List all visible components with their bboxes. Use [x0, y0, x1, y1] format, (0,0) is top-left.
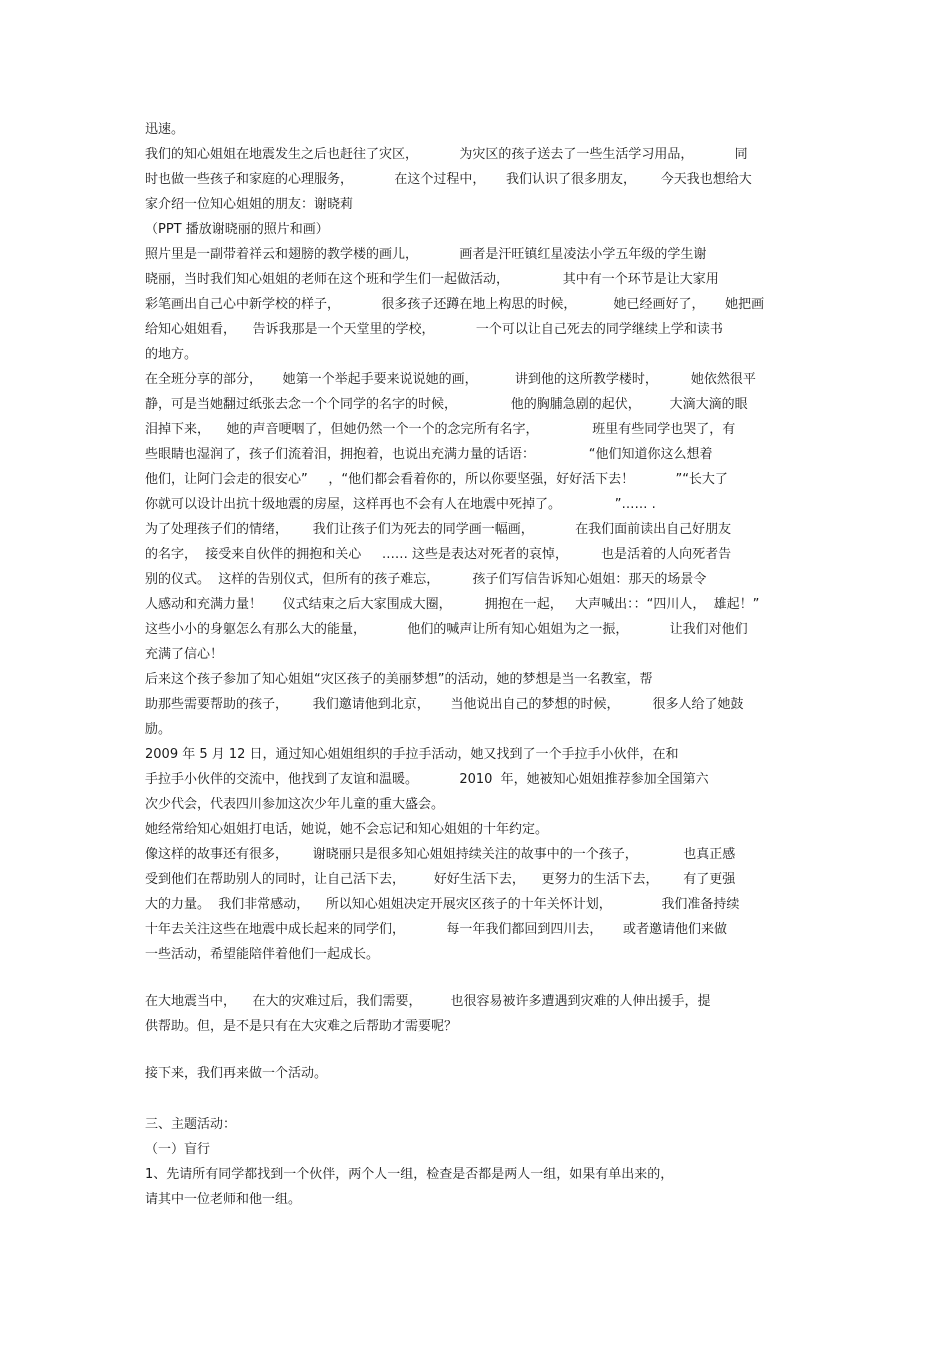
section-heading: 三、主题活动： [145, 1117, 237, 1132]
text-line: 给知心姐姐看， 告诉我那是一个天堂里的学校， 一个可以让自己死去的同学继续上学和读书 [145, 322, 723, 337]
section-subheading: （一）盲行 [145, 1142, 211, 1157]
text-line: 别的仪式。 这样的告别仪式，但所有的孩子难忘， 孩子们写信告诉知心姐姐：那天的场景令 [145, 572, 707, 587]
text-line: 泪掉下来， 她的声音哽咽了，但她仍然一个一个的念完所有名字， 班里有些同学也哭了，有 [145, 422, 736, 437]
text-line: 家介绍一位知心姐姐的朋友：谢晓莉 [145, 197, 354, 212]
text-line: 我们的知心姐姐在地震发生之后也赶往了灾区， 为灾区的孩子送去了一些生活学习用品， 同 [145, 147, 748, 162]
text-line: 次少代会，代表四川参加这次少年儿童的重大盛会。 [145, 797, 445, 812]
text-line: 照片里是一副带着祥云和翅膀的教学楼的画儿， 画者是汗旺镇红星凌法小学五年级的学生谢 [145, 247, 707, 262]
text-line: 助那些需要帮助的孩子， 我们邀请他到北京， 当他说出自己的梦想的时候， 很多人给了她鼓 [145, 697, 744, 712]
text-line: 励。 [145, 722, 172, 737]
text-line: 人感动和充满力量！ 仪式结束之后大家围成大圈， 拥抱在一起， 大声喊出：：“四川人， 雄起！” [145, 597, 760, 612]
text-line: 他们，让阿门会走的很安心” ，“他们都会看着你的，所以你要坚强，好好活下去！ ”“长大了 [145, 472, 728, 487]
document-body [145, 117, 815, 1212]
text-line: 一些活动，希望能陪伴着他们一起成长。 [145, 947, 380, 962]
list-item-line: 1、先请所有同学都找到一个伙伴，两个人一组，检查是否都是两人一组，如果有单出来的， [145, 1167, 674, 1182]
text-line: 供帮助。但，是不是只有在大灾难之后帮助才需要呢？ [145, 1019, 458, 1034]
text-line: 后来这个孩子参加了知心姐姐“灾区孩子的美丽梦想”的活动，她的梦想是当一名教室，帮 [145, 672, 653, 687]
text-line: 的名字， 接受来自伙伴的拥抱和关心 …… 这些是表达对死者的哀悼， 也是活着的人向死者告 [145, 547, 732, 562]
list-item-line: 请其中一位老师和他一组。 [145, 1192, 302, 1207]
text-line: 迅速。 [145, 122, 185, 137]
paragraph-gap [145, 967, 815, 989]
text-line: 接下来，我们再来做一个活动。 [145, 1066, 328, 1081]
text-line: 像这样的故事还有很多， 谢晓丽只是很多知心姐姐持续关注的故事中的一个孩子， 也真正感 [145, 847, 736, 862]
text-line: 受到他们在帮助别人的同时，让自己活下去， 好好生活下去， 更努力的生活下去， 有了更强 [145, 872, 736, 887]
text-line: 你就可以设计出抗十级地震的房屋，这样再也不会有人在地震中死掉了。 ”…… . [145, 497, 656, 512]
text-line: 充满了信心！ [145, 647, 224, 662]
main-paragraphs [145, 117, 815, 967]
text-line: 在大地震当中， 在大的灾难过后，我们需要， 也很容易被许多遭遇到灾难的人伸出援手，提 [145, 994, 711, 1009]
text-line: 静，可是当她翻过纸张去念一个个同学的名字的时候， 他的胸脯急剧的起伏， 大滴大滴的眼 [145, 397, 748, 412]
text-line: 些眼睛也湿润了，孩子们流着泪，拥抱着，也说出充满力量的话语： “他们知道你这么想着 [145, 447, 713, 462]
text-line: 彩笔画出自己心中新学校的样子， 很多孩子还蹲在地上构思的时候， 她已经画好了， 她把画 [145, 297, 765, 312]
text-line: 时也做一些孩子和家庭的心理服务， 在这个过程中， 我们认识了很多朋友， 今天我也想给大 [145, 172, 752, 187]
text-line: 为了处理孩子们的情绪， 我们让孩子们为死去的同学画一幅画， 在我们面前读出自己好朋友 [145, 522, 732, 537]
text-line: 她经常给知心姐姐打电话，她说，她不会忘记和知心姐姐的十年约定。 [145, 822, 549, 837]
text-line: 十年去关注这些在地震中成长起来的同学们， 每一年我们都回到四川去， 或者邀请他们来做 [145, 922, 727, 937]
paragraph-gap [145, 1039, 815, 1061]
text-line: 晓丽，当时我们知心姐姐的老师在这个班和学生们一起做活动， 其中有一个环节是让大家用 [145, 272, 719, 287]
text-line: 手拉手小伙伴的交流中，他找到了友谊和温暖。 2010 年，她被知心姐姐推荐参加全国第六 [145, 772, 709, 787]
text-line: 2009 年 5 月 12 日，通过知心姐姐组织的手拉手活动，她又找到了一个手拉手小伙伴，在和 [145, 747, 679, 762]
text-line: 大的力量。 我们非常感动， 所以知心姐姐决定开展灾区孩子的十年关怀计划， 我们准备持续 [145, 897, 740, 912]
text-line: 的地方。 [145, 347, 198, 362]
text-line: 这些小小的身躯怎么有那么大的能量， 他们的喊声让所有知心姐姐为之一振， 让我们对他们 [145, 622, 748, 637]
paragraph-gap [145, 1086, 815, 1112]
text-line: 在全班分享的部分， 她第一个举起手要来说说她的画， 讲到他的这所教学楼时， 她依然很平 [145, 372, 756, 387]
text-line: （PPT 播放谢晓丽的照片和画） [145, 222, 329, 237]
